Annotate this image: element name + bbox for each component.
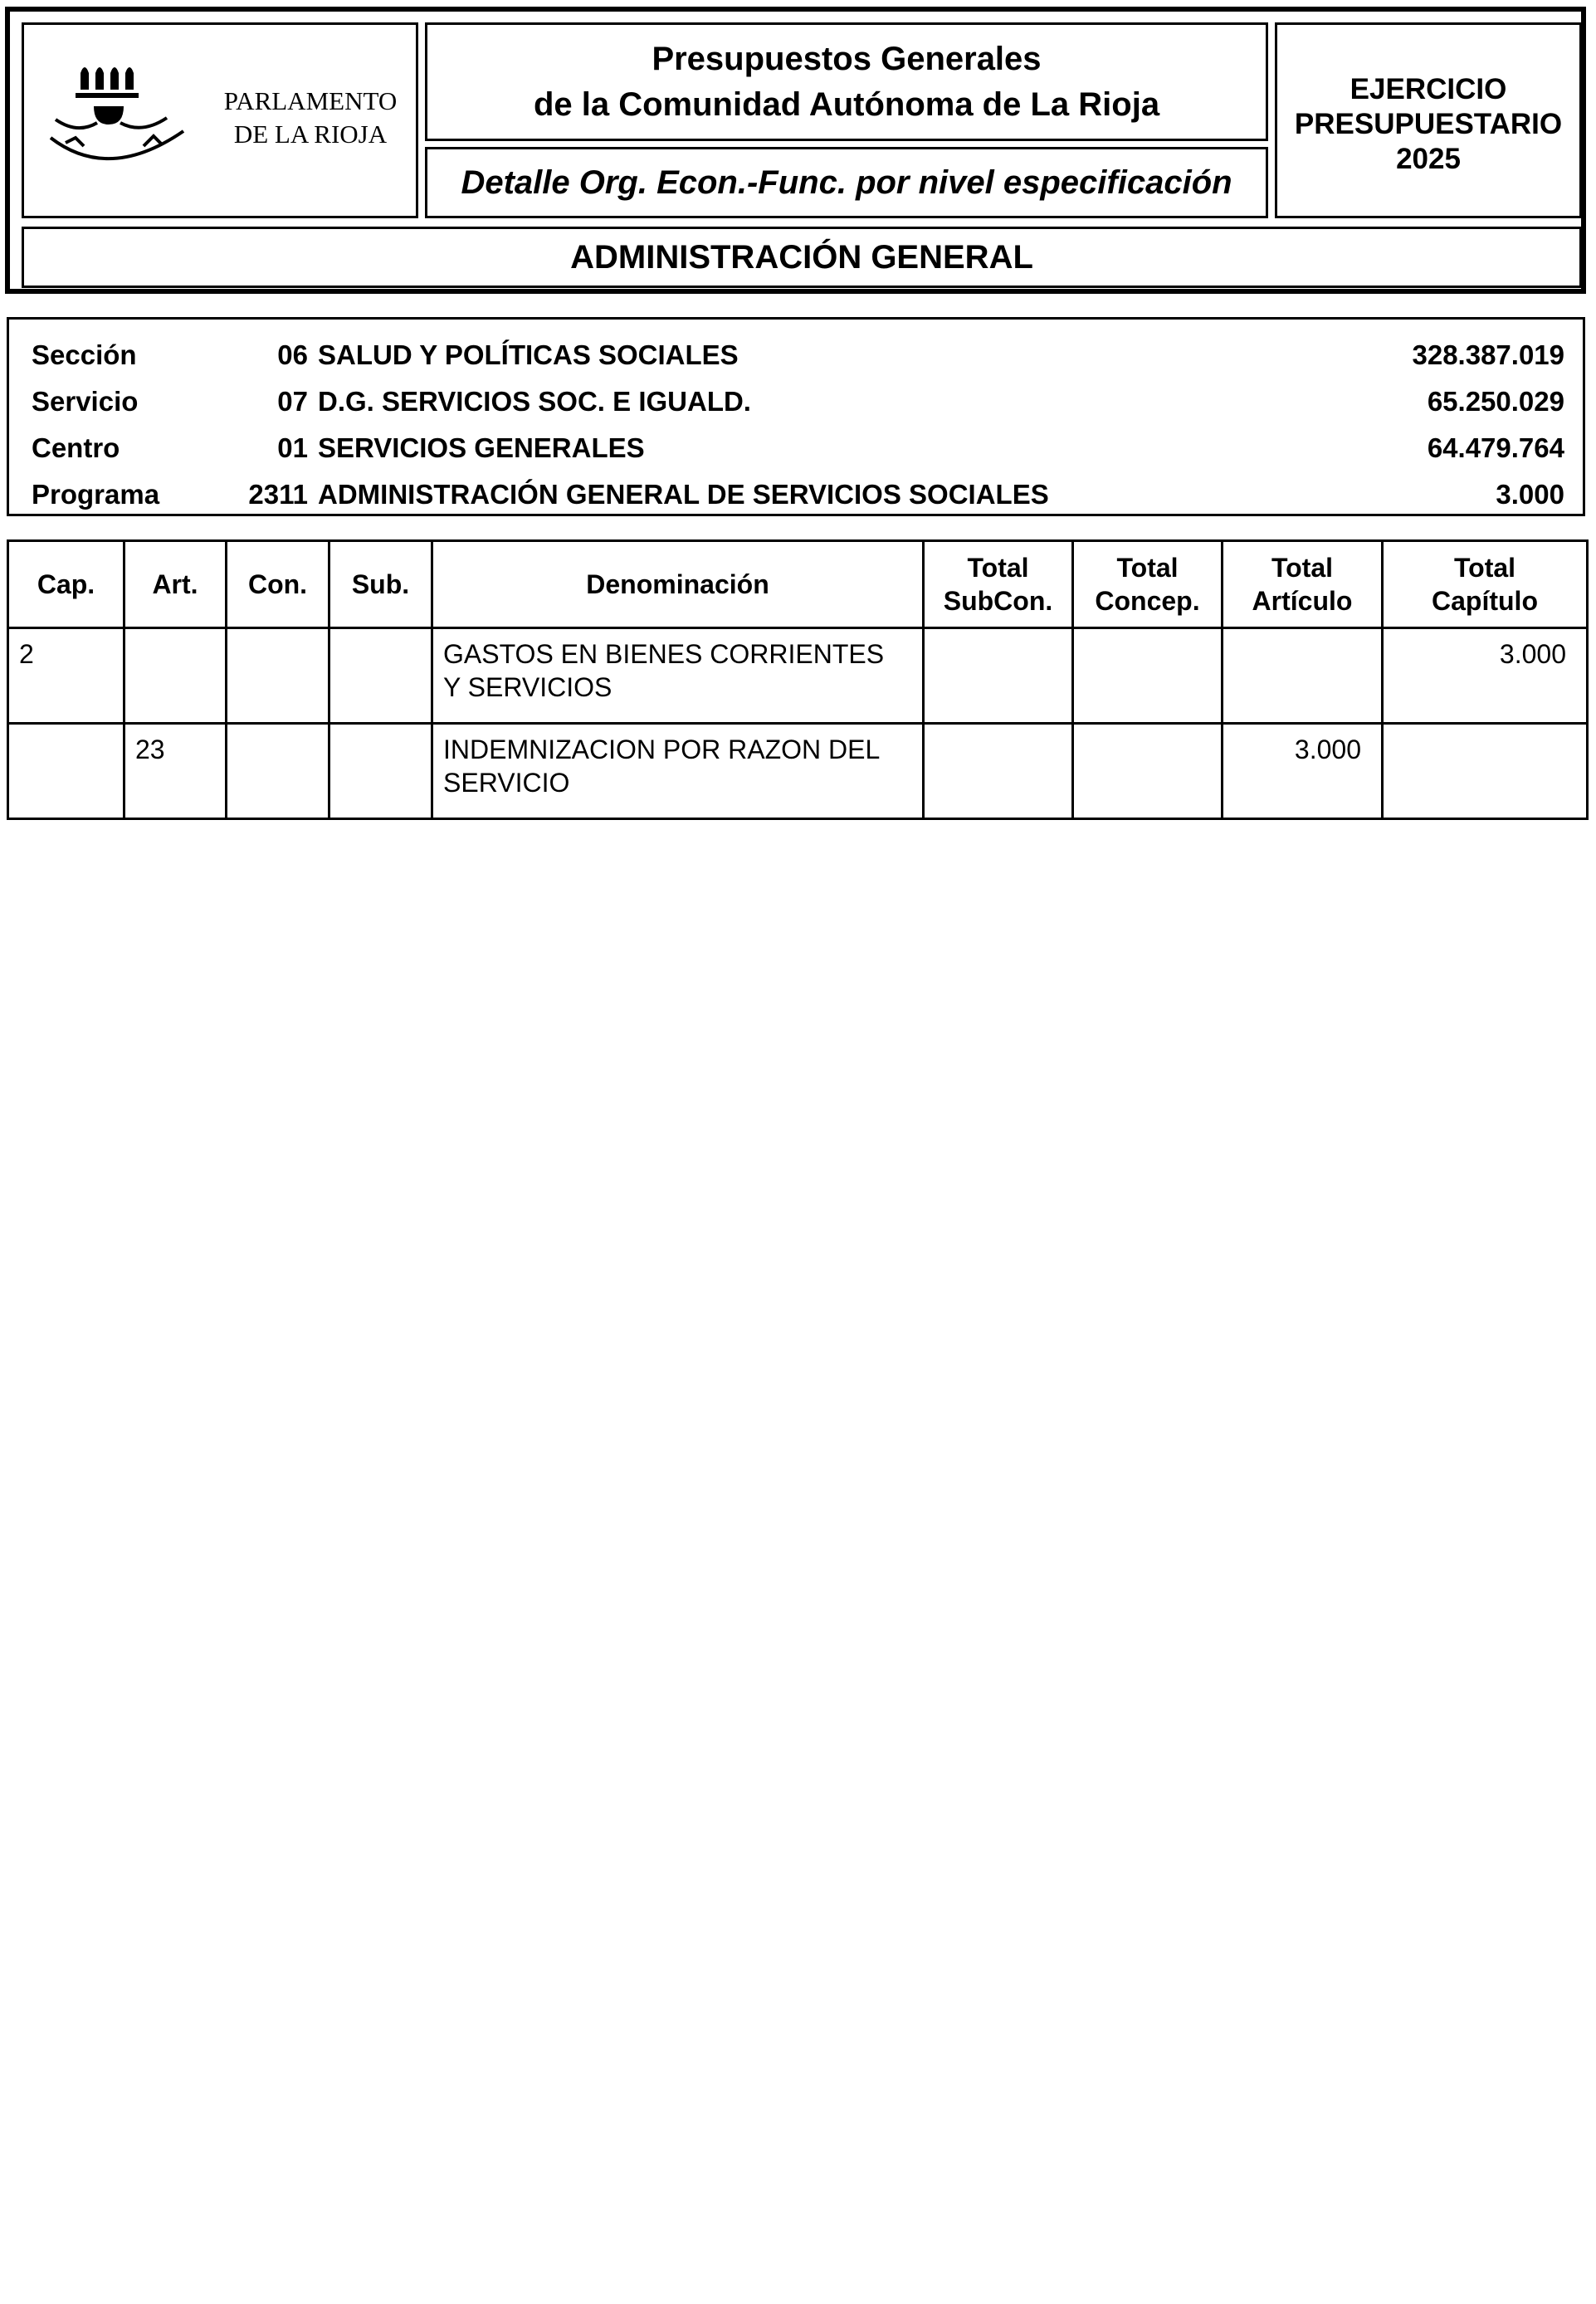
header-con: Con.	[227, 541, 329, 628]
info-row-servicio	[9, 378, 1583, 424]
cell-total-subcon	[924, 724, 1073, 819]
info-code: 2311	[248, 479, 308, 510]
header-total-concep-line2: Concep.	[1095, 586, 1200, 616]
info-amount: 328.387.019	[1412, 339, 1564, 370]
cell-denominacion: INDEMNIZACION POR RAZON DEL SERVICIO	[432, 724, 924, 819]
title-line2: de la Comunidad Autónoma de La Rioja	[533, 86, 1160, 123]
info-amount: 65.250.029	[1427, 386, 1564, 417]
budget-info	[7, 317, 1585, 516]
logo-text-line1: PARLAMENTO	[223, 86, 398, 115]
header-total-subcon-line1: Total	[967, 553, 1029, 583]
subtitle: Detalle Org. Econ.-Func. por nivel especificación	[425, 147, 1268, 218]
header-total-concep	[1073, 541, 1223, 628]
cell-con	[227, 724, 329, 819]
cell-total-capitulo	[1383, 724, 1588, 819]
info-label: Programa	[32, 479, 160, 510]
cell-total-capitulo: 3.000	[1383, 628, 1588, 724]
header-total-capitulo-line2: Capítulo	[1432, 586, 1538, 616]
info-desc: SERVICIOS GENERALES	[318, 432, 645, 463]
header-sub: Sub.	[329, 541, 432, 628]
header-total-subcon-line2: SubCon.	[943, 586, 1053, 616]
header-denominacion: Denominación	[432, 541, 924, 628]
year-line1: EJERCICIO	[1350, 73, 1507, 105]
info-amount: 3.000	[1496, 479, 1564, 510]
header-total-capitulo	[1383, 541, 1588, 628]
logo-box	[22, 22, 418, 218]
title-box	[425, 22, 1268, 141]
cell-cap	[8, 724, 124, 819]
title-line1: Presupuestos Generales	[652, 41, 1042, 77]
year-line3: 2025	[1396, 143, 1461, 175]
info-code: 07	[277, 386, 308, 417]
parliament-emblem-icon	[44, 58, 197, 174]
cell-total-articulo: 3.000	[1223, 724, 1383, 819]
info-code: 06	[277, 339, 308, 370]
cell-total-concep	[1073, 628, 1223, 724]
info-row-centro	[9, 424, 1583, 471]
info-desc: SALUD Y POLÍTICAS SOCIALES	[318, 339, 739, 370]
info-code: 01	[277, 432, 308, 463]
cell-sub	[329, 724, 432, 819]
admin-title: ADMINISTRACIÓN GENERAL	[22, 227, 1582, 288]
info-label: Centro	[32, 432, 120, 463]
fiscal-year-box	[1275, 22, 1582, 218]
header-total-articulo	[1223, 541, 1383, 628]
table-row	[8, 724, 1588, 819]
cell-total-concep	[1073, 724, 1223, 819]
budget-table	[7, 539, 1589, 820]
info-row-programa	[9, 471, 1583, 517]
info-row-seccion	[9, 331, 1583, 378]
header-total-subcon	[924, 541, 1073, 628]
cell-denominacion: GASTOS EN BIENES CORRIENTES Y SERVICIOS	[432, 628, 924, 724]
header-total-concep-line1: Total	[1116, 553, 1179, 583]
logo-text	[207, 85, 414, 151]
info-desc: D.G. SERVICIOS SOC. E IGUALD.	[318, 386, 751, 417]
header-total-articulo-line2: Artículo	[1252, 586, 1353, 616]
header-total-articulo-line1: Total	[1271, 553, 1334, 583]
cell-total-subcon	[924, 628, 1073, 724]
cell-cap: 2	[8, 628, 124, 724]
header-art: Art.	[124, 541, 227, 628]
cell-sub	[329, 628, 432, 724]
header-total-capitulo-line1: Total	[1453, 553, 1516, 583]
year-line2: PRESUPUESTARIO	[1294, 108, 1563, 140]
cell-art	[124, 628, 227, 724]
logo-text-line2: DE LA RIOJA	[233, 120, 388, 149]
cell-con	[227, 628, 329, 724]
info-label: Sección	[32, 339, 137, 370]
table-row	[8, 628, 1588, 724]
table-header-row	[8, 541, 1588, 628]
header-frame	[5, 7, 1586, 294]
info-amount: 64.479.764	[1427, 432, 1564, 463]
cell-total-articulo	[1223, 628, 1383, 724]
cell-art: 23	[124, 724, 227, 819]
info-label: Servicio	[32, 386, 139, 417]
header-cap: Cap.	[8, 541, 124, 628]
info-desc: ADMINISTRACIÓN GENERAL DE SERVICIOS SOCIALES	[318, 479, 1049, 510]
